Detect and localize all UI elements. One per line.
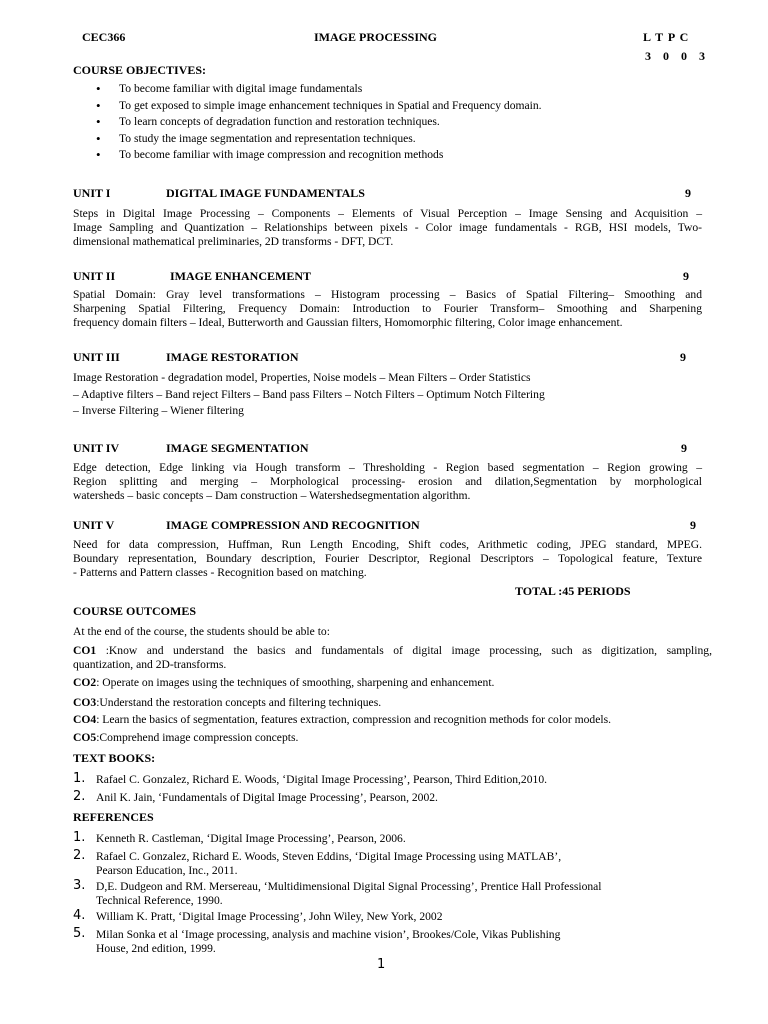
reference-item: 2. Rafael C. Gonzalez, Richard E. Woods, Steven Eddins, ‘Digital Image Processing using MATLAB’, Pearson Education, Inc., 2011. [73, 848, 562, 877]
objectives-list [73, 82, 542, 165]
unit-title: IMAGE ENHANCEMENT [170, 269, 312, 283]
outcome-code: CO1 [73, 644, 97, 657]
bullet-icon: • [96, 114, 101, 130]
unit-2-content: Spatial Domain: Gray level transformations – Histogram processing – Basics of Spatial Filtering– Smoothing and Sharpening Spatial Filtering, Frequency Domain: Introduction to Fourier Transform– Smoothing and Sharpening frequency domain filters – Ideal, Butterworth and Gaussian filters, Homomorphic filtering, Color image enhancement. [73, 288, 702, 329]
page-number: 1 [377, 957, 386, 972]
total-periods: TOTAL :45 PERIODS [515, 584, 631, 598]
unit-4-content: Edge detection, Edge linking via Hough transform – Thresholding - Region based segmentation – Region growing – Region splitting and merging – Morphological processing- erosion and dilation,Segmentation by morphological watersheds – basic concepts – Dam construction – Watershedsegmentation algorithm. [73, 461, 702, 502]
ltpc-label: L T P C [643, 30, 690, 44]
unit-4-heading [73, 441, 693, 457]
course-code: CEC366 [82, 30, 126, 44]
outcome-co4: CO4: Learn the basics of segmentation, features extraction, compression and recognition methods for color models. [73, 713, 611, 726]
outcome-code: CO3 [73, 696, 97, 709]
unit-hours: 9 [683, 269, 689, 283]
outcomes-heading: COURSE OUTCOMES [73, 604, 197, 618]
unit-5-content: Need for data compression, Huffman, Run Length Encoding, Shift codes, Arithmetic coding, JPEG standard, MPEG. Boundary representation, Boundary description, Fourier Descriptor, Regional Descriptors – Topological feature, Texture - Patterns and Pattern classes - Recognition based on matching. [73, 538, 702, 579]
textbook-item: 2. Anil K. Jain, ‘Fundamentals of Digital Image Processing’, Pearson, 2002. [73, 789, 438, 804]
unit-hours: 9 [690, 518, 696, 532]
unit-3-content: Image Restoration - degradation model, Properties, Noise models – Mean Filters – Order Statistics – Adaptive filters – Band reject Filters – Band pass Filters – Notch Filters – Optimum Notch Filtering – Inverse Filtering – Wiener filtering [73, 371, 545, 417]
unit-hours: 9 [681, 441, 687, 455]
bullet-icon: • [96, 130, 101, 146]
objective-item: • To learn concepts of degradation function and restoration techniques. [96, 114, 440, 130]
bullet-icon: • [96, 147, 101, 163]
outcome-code: CO4 [73, 713, 97, 726]
unit-title: IMAGE COMPRESSION AND RECOGNITION [166, 518, 420, 532]
reference-item: 3. D,E. Dudgeon and RM. Mersereau, ‘Multidimensional Digital Signal Processing’, Prentice Hall Professional Technical Reference, 1990. [73, 878, 602, 907]
reference-item: 5. Milan Sonka et al ‘Image processing, analysis and machine vision’, Brookes/Cole, Vikas Publishing House, 2nd edition, 1999. [73, 926, 561, 955]
objectives-heading: COURSE OBJECTIVES: [73, 63, 207, 77]
unit-hours: 9 [680, 350, 686, 364]
unit-3-heading [73, 350, 693, 366]
unit-label: UNIT V [73, 518, 115, 532]
objective-item: • To study the image segmentation and representation techniques. [96, 130, 416, 146]
reference-item: 1. Kenneth R. Castleman, ‘Digital Image Processing’, Pearson, 2006. [73, 830, 406, 845]
unit-label: UNIT IV [73, 441, 120, 455]
unit-1-heading [73, 186, 693, 202]
bullet-icon: • [96, 81, 101, 96]
reference-item: 4. William K. Pratt, ‘Digital Image Processing’, John Wiley, New York, 2002 [73, 908, 443, 923]
unit-1-content: Steps in Digital Image Processing – Components – Elements of Visual Perception – Image Sensing and Acquisition – Image Sampling and Quantization – Relationships between pixels - Color image fundamentals - RGB, HSI models, Two- dimensional mathematical preliminaries, 2D transforms - DFT, DCT. [73, 207, 702, 248]
outcome-co2: CO2: Operate on images using the techniques of smoothing, sharpening and enhancement. [73, 676, 495, 689]
outcomes-intro: At the end of the course, the students should be able to: [73, 625, 330, 638]
unit-2-heading [73, 269, 693, 285]
objective-item: • To get exposed to simple image enhancement techniques in Spatial and Frequency domain. [96, 97, 542, 113]
textbooks-heading: TEXT BOOKS: [73, 751, 156, 765]
references-heading: REFERENCES [73, 810, 154, 824]
references-list [73, 832, 602, 958]
unit-title: IMAGE SEGMENTATION [166, 441, 309, 455]
objective-item: • To become familiar with digital image fundamentals [96, 81, 363, 96]
outcome-co1: CO1 :Know and understand the basics and fundamentals of digital image processing, such as digitization, sampling, quantization, and 2D-transforms. [73, 644, 712, 671]
objective-item: • To become familiar with image compression and recognition methods [96, 147, 444, 163]
unit-title: DIGITAL IMAGE FUNDAMENTALS [166, 186, 365, 200]
unit-title: IMAGE RESTORATION [166, 350, 299, 364]
unit-label: UNIT I [73, 186, 111, 200]
unit-hours: 9 [685, 186, 691, 200]
unit-label: UNIT III [73, 350, 120, 364]
unit-5-heading [73, 518, 703, 534]
outcome-code: CO2 [73, 676, 97, 689]
textbook-item: 1. Rafael C. Gonzalez, Richard E. Woods, ‘Digital Image Processing’, Pearson, Third Edition,2010. [73, 771, 548, 786]
unit-label: UNIT II [73, 269, 116, 283]
textbooks-list [73, 773, 547, 809]
outcome-co5: CO5:Comprehend image compression concepts. [73, 731, 299, 744]
outcome-code: CO5 [73, 731, 97, 744]
outcome-co3: CO3:Understand the restoration concepts and filtering techniques. [73, 696, 382, 709]
ltpc-values: 3 0 0 3 [645, 49, 707, 63]
bullet-icon: • [96, 97, 101, 113]
course-title: IMAGE PROCESSING [314, 30, 438, 44]
